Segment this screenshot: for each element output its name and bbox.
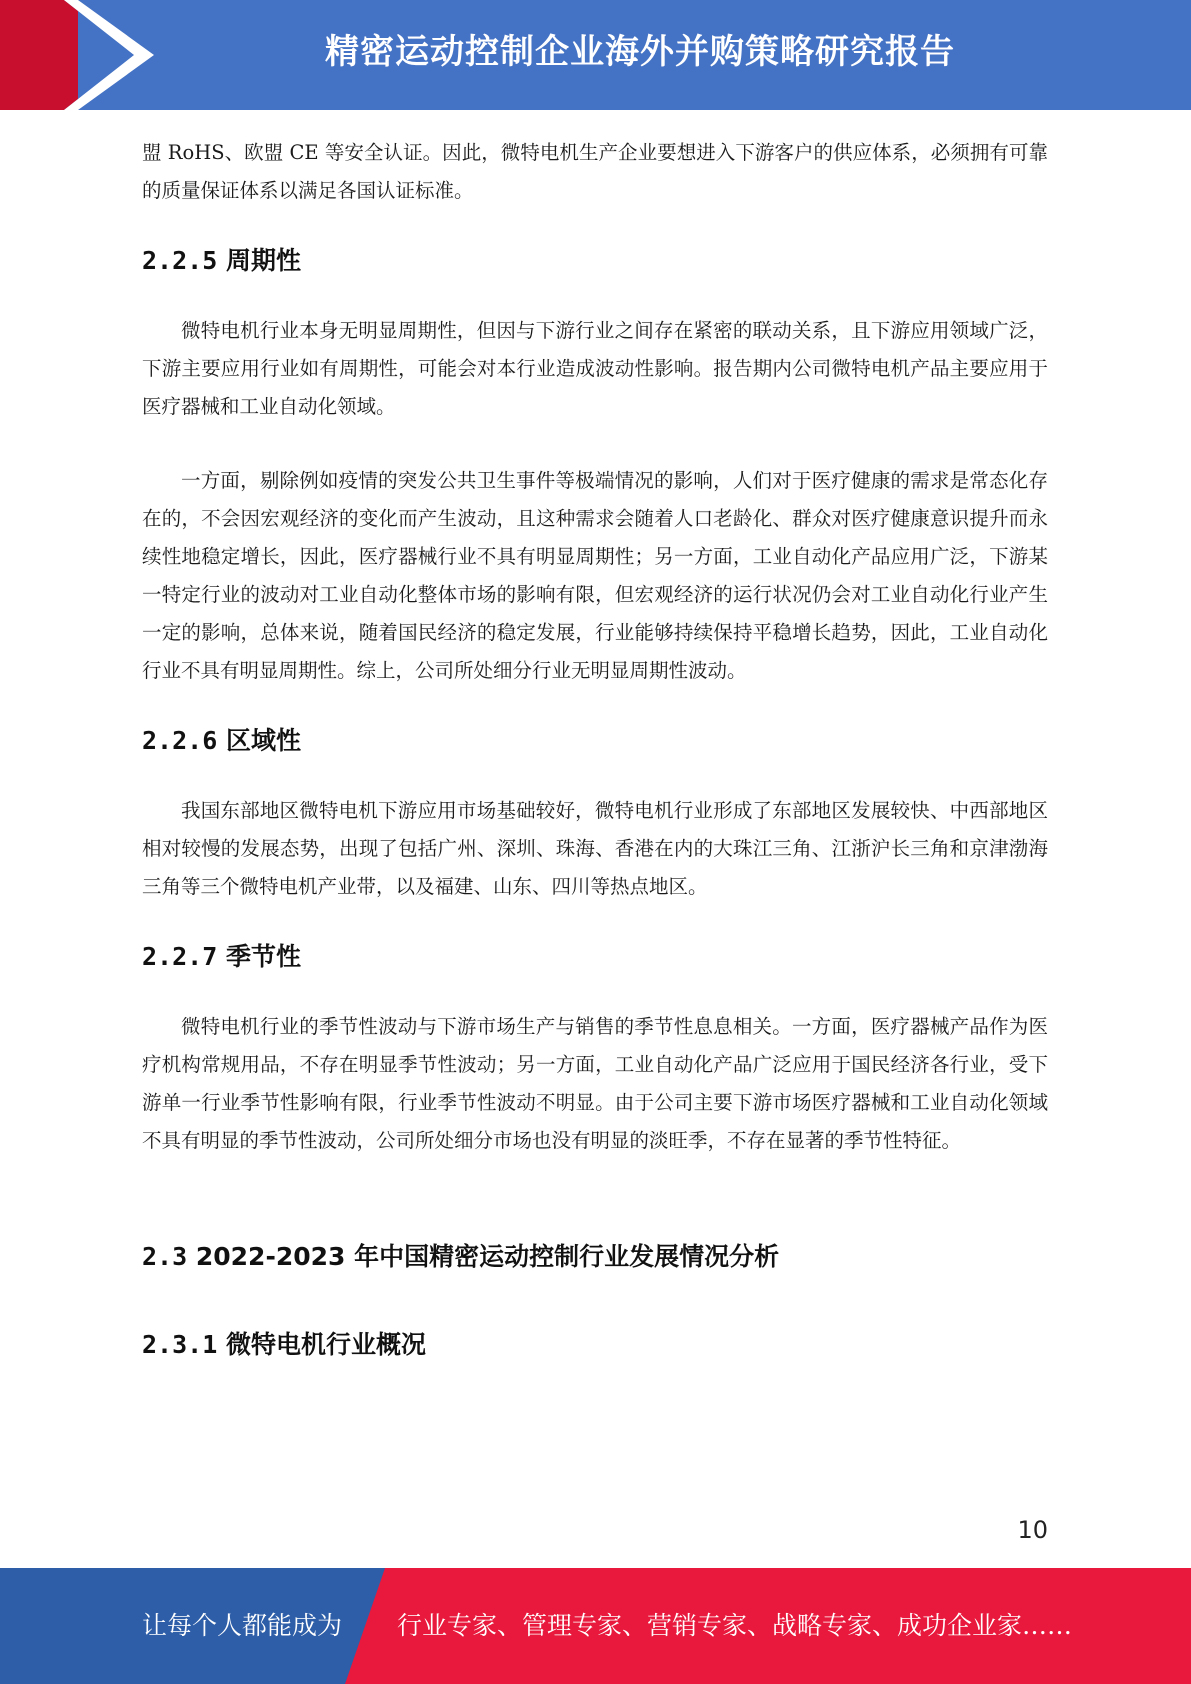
section-heading-2-2-7	[142, 940, 1048, 974]
paragraph: 微特电机行业的季节性波动与下游市场生产与销售的季节性息息相关。一方面，医疗器械产品作为医疗机构常规用品，不存在明显季节性波动；另一方面，工业自动化产品广泛应用于国民经济各行业，受下游单一行业季节性影响有限，行业季节性波动不明显。由于公司主要下游市场医疗器械和工业自动化领域不具有明显的季节性波动，公司所处细分市场也没有明显的淡旺季，不存在显著的季节性特征。	[142, 1015, 1048, 1152]
paragraph: 一方面，剔除例如疫情的突发公共卫生事件等极端情况的影响，人们对于医疗健康的需求是常态化存在的，不会因宏观经济的变化而产生波动，且这种需求会随着人口老龄化、群众对医疗健康意识提升而永续性地稳定增长，因此，医疗器械行业不具有明显周期性；另一方面，工业自动化产品应用广泛，下游某一特定行业的波动对工业自动化整体市场的影响有限，但宏观经济的运行状况仍会对工业自动化行业产生一定的影响，总体来说，随着国民经济的稳定发展，行业能够持续保持平稳增长趋势，因此，工业自动化行业不具有明显周期性。综上，公司所处细分行业无明显周期性波动。	[142, 469, 1048, 682]
header-banner	[0, 0, 1191, 110]
section-number: 2.3	[142, 1242, 188, 1271]
section-number: 2.3.1	[142, 1330, 218, 1359]
section-number: 2.2.5	[142, 246, 218, 275]
header-red-block	[0, 0, 78, 110]
section-heading-2-2-5	[142, 244, 1048, 278]
intro-paragraph: 盟 RoHS、欧盟 CE 等安全认证。因此，微特电机生产企业要想进入下游客户的供应体系，必须拥有可靠的质量保证体系以满足各国认证标准。	[142, 141, 1048, 202]
footer-banner	[0, 1568, 1191, 1684]
section-title: 区域性	[225, 726, 301, 755]
section-title: 周期性	[225, 246, 301, 275]
section-number: 2.2.6	[142, 726, 218, 755]
report-title: 精密运动控制企业海外并购策略研究报告	[325, 32, 955, 72]
section-title: 微特电机行业概况	[225, 1330, 426, 1359]
footer-slogan-left: 让每个人都能成为	[142, 1611, 343, 1640]
footer-slogan-right: 行业专家、管理专家、营销专家、战略专家、成功企业家……	[397, 1611, 1073, 1640]
paragraph: 我国东部地区微特电机下游应用市场基础较好，微特电机行业形成了东部地区发展较快、中西部地区相对较慢的发展态势，出现了包括广州、深圳、珠海、香港在内的大珠江三角、江浙沪长三角和京津渤海三角等三个微特电机产业带，以及福建、山东、四川等热点地区。	[142, 799, 1048, 898]
section-number: 2.2.7	[142, 942, 218, 971]
paragraph: 微特电机行业本身无明显周期性，但因与下游行业之间存在紧密的联动关系，且下游应用领域广泛，下游主要应用行业如有周期性，可能会对本行业造成波动性影响。报告期内公司微特电机产品主要应用于医疗器械和工业自动化领域。	[142, 319, 1048, 418]
page-number: 10	[1017, 1516, 1048, 1544]
section-heading-2-2-6	[142, 724, 1048, 758]
section-title: 2022-2023 年中国精密运动控制行业发展情况分析	[195, 1242, 780, 1271]
section-heading-2-3	[142, 1240, 1048, 1274]
section-title: 季节性	[225, 942, 301, 971]
page-content	[142, 134, 1048, 1362]
section-heading-2-3-1	[142, 1328, 1048, 1362]
